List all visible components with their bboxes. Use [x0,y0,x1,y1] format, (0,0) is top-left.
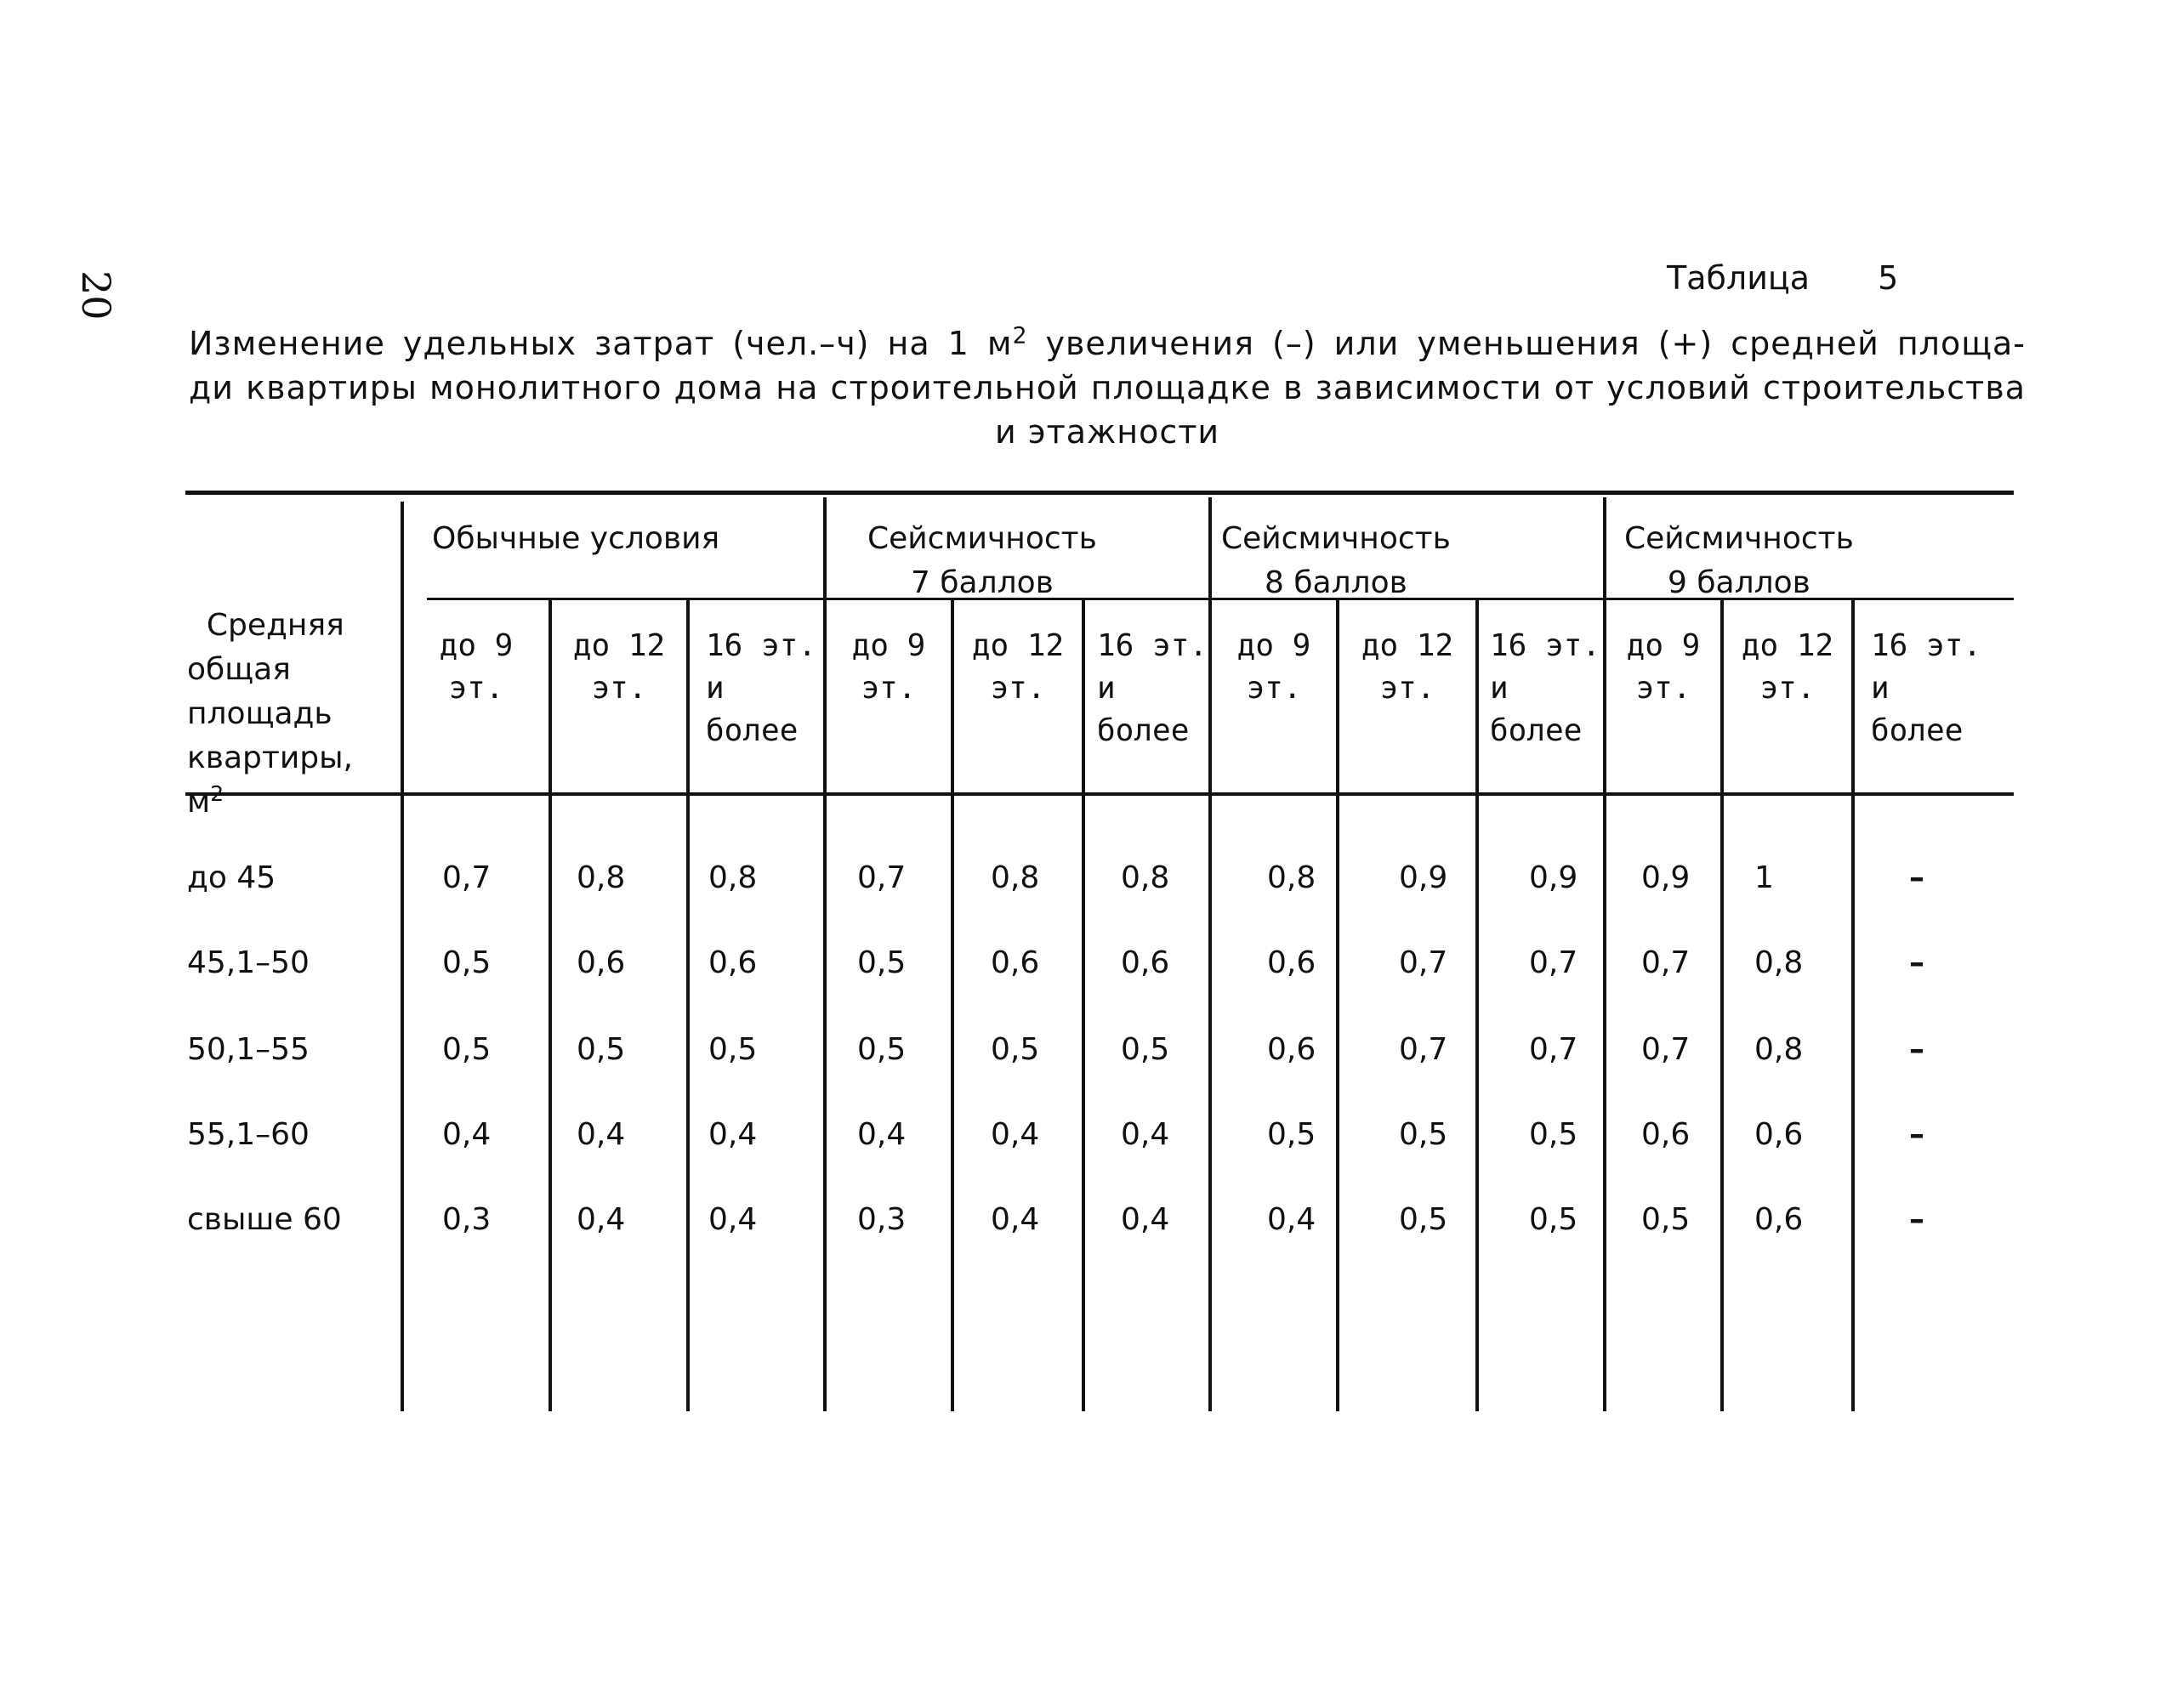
subcol-header: 16 эт. и более [1871,628,1982,748]
table-cell: – [1909,945,1924,980]
subcol-header: до 9 эт. [1626,628,1701,706]
subcol-header: 16 эт. и более [1490,628,1601,748]
subcol-header: 16 эт. и более [706,628,817,748]
table-cell: – [1909,1117,1924,1152]
table-label [1667,259,1898,297]
table-cell: 0,4 [708,1117,758,1152]
group-header-seismic-9 [1624,517,1854,605]
table-cell: 0,5 [577,1032,626,1067]
page-number: 20 [73,270,119,321]
group-header-line: Сейсмичность [1624,521,1854,556]
column-divider [823,497,827,1411]
subcol-header: до 9 эт. [1236,628,1311,706]
table-cell: 0,7 [1641,945,1691,980]
caption-line-1-end: увеличения (–) или уменьшения (+) средней площа- [1027,325,2026,362]
table-cell: – [1909,1032,1924,1067]
table-cell: – [1909,1202,1924,1237]
table-cell: 0,5 [442,1032,492,1067]
table-cell: 0,5 [857,945,907,980]
subcol-header: до 9 эт. [439,628,514,706]
table-cell: 0,5 [708,1032,758,1067]
caption-line-2: ди квартиры монолитного дома на строительной площадке в зависимости от условий строительства [189,369,2026,406]
subcol-header: до 9 эт. [851,628,926,706]
table-cell: – [1909,860,1924,895]
row-header [187,559,353,825]
table-cell: 0,5 [442,945,492,980]
table-cell: 0,3 [857,1202,907,1237]
row-header-superscript: 2 [210,781,225,806]
table-cell: 0,5 [1529,1202,1578,1237]
group-header-line-2: 9 баллов [1667,565,1810,600]
subcol-header: до 12 эт. [1741,628,1834,706]
table-cell: 0,5 [1529,1117,1578,1152]
table-number: 5 [1878,259,1899,297]
subcol-header: до 12 эт. [971,628,1065,706]
table-cell: 0,6 [1267,945,1316,980]
caption-line-1-start: Изменение удельных затрат (чел.–ч) на 1 м [189,325,1013,362]
column-divider [1082,599,1085,1411]
table-cell: 0,6 [1121,945,1170,980]
table-cell: 0,8 [1121,860,1170,895]
table-cell: 1 [1754,860,1774,895]
table-cell: 0,5 [1121,1032,1170,1067]
table-cell: 0,7 [1399,1032,1448,1067]
table-cell: 0,6 [1267,1032,1316,1067]
table-cell: 0,4 [577,1117,626,1152]
table-caption [189,321,2026,454]
group-header-line: Сейсмичность [1221,521,1451,556]
table-cell: 0,8 [1754,945,1804,980]
column-divider [1603,497,1606,1411]
table-cell: 0,6 [708,945,758,980]
column-divider [401,502,404,1411]
group-header-line: Обычные условия [432,521,720,556]
table-cell: 0,6 [577,945,626,980]
group-header-ordinary [432,517,719,561]
table-cell: 0,7 [442,860,492,895]
table-cell: 0,8 [1267,860,1316,895]
table-cell: 0,4 [991,1202,1040,1237]
table-cell: 0,7 [857,860,907,895]
table-cell: 0,7 [1529,945,1578,980]
group-header-line: Сейсмичность [867,521,1097,556]
subcol-header: до 12 эт. [572,628,666,706]
table-cell: 0,9 [1399,860,1448,895]
subcol-header: до 12 эт. [1361,628,1454,706]
column-divider [1475,599,1479,1411]
table-cell: 0,4 [442,1117,492,1152]
table-cell: 0,9 [1529,860,1578,895]
table-cell: 0,4 [577,1202,626,1237]
table-cell: 0,4 [991,1117,1040,1152]
table-cell: 0,5 [1399,1117,1448,1152]
table-cell: 0,8 [991,860,1040,895]
table-cell: 0,8 [1754,1032,1804,1067]
row-label: 45,1–50 [187,945,310,980]
column-divider [1208,497,1212,1411]
table-cell: 0,4 [1121,1202,1170,1237]
table-cell: 0,8 [708,860,758,895]
table-cell: 0,4 [1267,1202,1316,1237]
table-cell: 0,7 [1529,1032,1578,1067]
group-header-line-2: 8 баллов [1264,565,1407,600]
row-label: свыше 60 [187,1202,342,1237]
row-header-text: Средняя общая площадь квартиры, м [187,608,353,820]
row-label: до 45 [187,860,276,895]
column-divider [1336,599,1339,1411]
table-cell: 0,5 [991,1032,1040,1067]
table-cell: 0,6 [1754,1117,1804,1152]
group-header-line-2: 7 баллов [910,565,1054,600]
table-top-rule [185,491,2014,495]
table-cell: 0,6 [1641,1117,1691,1152]
table-cell: 0,6 [991,945,1040,980]
group-header-seismic-8 [1221,517,1451,605]
table-cell: 0,8 [577,860,626,895]
table-cell: 0,5 [1267,1117,1316,1152]
column-divider [1851,599,1855,1411]
group-header-seismic-7 [867,517,1097,605]
column-divider [686,599,690,1411]
column-divider [549,599,552,1411]
table-cell: 0,5 [857,1032,907,1067]
column-divider [951,599,954,1411]
table-cell: 0,3 [442,1202,492,1237]
table-cell: 0,6 [1754,1202,1804,1237]
table-label-word: Таблица [1667,259,1810,297]
table-cell: 0,5 [1641,1202,1691,1237]
row-label: 50,1–55 [187,1032,310,1067]
subcol-header: 16 эт. и более [1097,628,1208,748]
caption-line-1 [189,321,2026,366]
table-cell: 0,5 [1399,1202,1448,1237]
table-cell: 0,4 [708,1202,758,1237]
table-cell: 0,7 [1399,945,1448,980]
table-cell: 0,9 [1641,860,1691,895]
table-cell: 0,4 [1121,1117,1170,1152]
row-label: 55,1–60 [187,1117,310,1152]
table-cell: 0,4 [857,1117,907,1152]
table-header-bottom-rule [185,792,2014,796]
caption-line-3: и этажности [994,413,1220,451]
table-cell: 0,7 [1641,1032,1691,1067]
column-divider [1720,599,1724,1411]
caption-superscript: 2 [1012,322,1028,349]
